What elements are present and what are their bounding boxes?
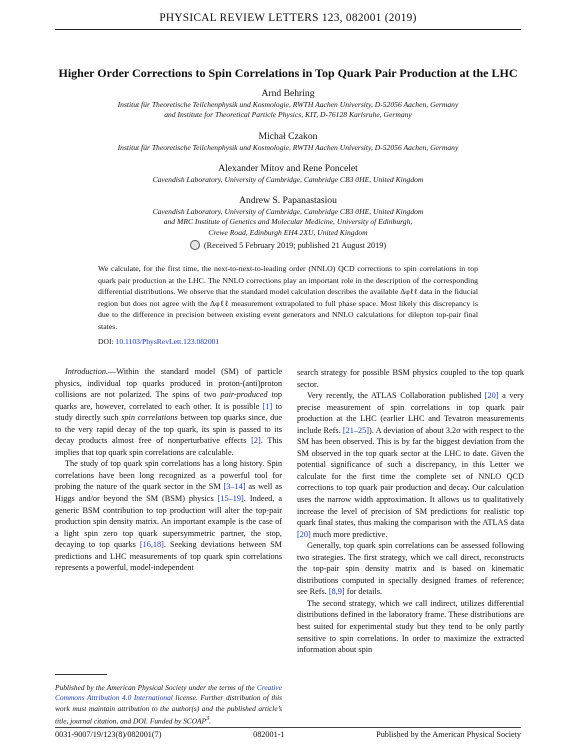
footnote-divider [55,674,107,675]
paper-title: Higher Order Corrections to Spin Correlations in Top Quark Pair Production at the LHC [58,66,518,80]
abstract: We calculate, for the first time, the next-to-next-to-leading order (NNLO) QCD corrections to spin correlations in top quark pair production at the LHC. The NNLO corrections play an important role in the description of the corresponding differential distributions. We observe that the standard model calculation describes the available Δφℓℓ data in the fiducial region but does not agree with the Δφℓℓ measurement extrapolated to full phase space. Most likely this discrepancy is due to the difference in precision between existing event generators and NNLO calculations for dilepton top-pair final states. [98,264,478,331]
doi-link[interactable]: 10.1103/PhysRevLett.123.082001 [115,337,220,346]
text-run: to study directly such [55,401,282,423]
text-run: . [209,716,212,726]
citation-link[interactable]: [8,9] [328,587,345,597]
text-run: —Within the standard model (SM) of particle physics, individual top quarks produced in proton-(anti)proton collisions are not polarized. The spins of two [55,367,282,400]
citation-link[interactable]: [16,18] [139,540,164,550]
text-run: The study of top quark spin correlations has a long history. Spin correlations have been long recognized as a powerful tool for probing the nature of the quark sector in the SM [55,459,282,492]
emphasis: spin correlations [121,413,178,423]
doi-line [98,337,478,346]
author-name: Arnd Behring [261,88,315,99]
affiliation: and Institute for Theoretical Particle Physics, KIT, D-76128 Karlsruhe, Germany [164,110,412,120]
text-run: top quarks are, however, correlated to each other. It is possible [55,390,282,411]
author-name: Andrew S. Papanastasiou [239,195,337,206]
affiliation: Crewe Road, Edinburgh EH4 2XU, United Kingdom [208,227,368,237]
received-dates: (Received 5 February 2019; published 21 August 2019) [203,241,387,250]
text-run: Very recently, the ATLAS Collaboration published [307,391,485,401]
text-run: much more predictive. [310,529,388,539]
received-line [60,240,516,251]
affiliation: Institut für Theoretische Teilchenphysik und Kosmologie, RWTH Aachen University, D-52056 Aachen, Germany [117,143,459,152]
author-name: Alexander Mitov and Rene Poncelet [218,163,358,174]
right-column [297,367,524,656]
affiliation: Cavendish Laboratory, University of Cambridge, Cambridge CB3 0HE, United Kingdom [152,207,424,216]
author-name: Michał Czakon [258,131,318,142]
author-block-3 [60,163,516,185]
license-link[interactable]: Creative Commons Attribution 4.0 International [55,683,282,703]
citation-link[interactable]: [20] [297,529,311,539]
footer-divider [55,727,521,728]
text-run: Generally, top quark spin correlations can be assessed following two strategies. The first strategy, which we call direct, reconstructs the top-pair spin density matrix and is based on kinematic distributions computed in specially designed frames of reference; see Refs. [297,541,524,597]
text-run: . Indeed, a generic BSM contribution to top production will alter the top-pair production spin density matrix. An important example is the case of a light spin zero top quark supersymmetric partner, the stop, decaying to top quarks [55,494,283,550]
header-divider [55,29,521,30]
text-run: license. Further distribution of this work must maintain attribution to the author(s) and the published article’s title, journal citation, and DOI. Funded by SCOAP [55,693,282,726]
paragraph-atlas [297,390,524,540]
paragraph-strategies [297,540,524,598]
check-for-updates-icon[interactable] [190,240,200,250]
doi-label: DOI: [98,337,114,346]
paragraph-continued: search strategy for possible BSM physics coupled to the top quark sector. [297,368,524,389]
emphasis: pair-produced [220,390,268,400]
text-run: . This implies that top quark spin correlations are calculable. [55,436,282,457]
publisher: Published by the American Physical Society [376,730,521,739]
left-column [55,366,282,574]
text-run: as well as Higgs and/or beyond the SM (BSM) physics [55,482,282,504]
text-run: a very precise measurement of spin correlations in top quark pair production at the LHC (earlier LHC and Tevatron measurements include Refs. [297,391,524,435]
citation-link[interactable]: [21–25] [342,425,370,435]
affiliation: Institut für Theoretische Teilchenphysik und Kosmologie, RWTH Aachen University, D-52056 Aachen, Germany [117,100,459,109]
citation-link[interactable]: [15–19] [217,494,244,504]
citation-link[interactable]: [1] [262,401,273,411]
author-block-1 [60,88,516,121]
citation-link[interactable]: [20] [484,391,499,401]
paragraph-history [55,458,282,573]
license-footnote [55,683,282,727]
paragraph-indirect: The second strategy, which we call indirect, utilizes differential distributions defined in the laboratory frame. These distributions are best suited for experimental study but they tend to be only partly sensitive to spin correlations. In order to maximize the extracted information about spin [297,598,524,655]
affiliation: and MRC Institute of Genetics and Molecular Medicine, University of Edinburgh, [163,217,413,227]
author-block-2 [60,131,516,153]
page-number: 082001-1 [253,730,285,739]
text-run: . Seeking deviations between SM predictions and LHC measurements of top quark spin correlations represents a powerful, model-independent [55,540,282,573]
paragraph-introduction [55,366,282,458]
superscript: 3 [206,716,210,723]
affiliation: Cavendish Laboratory, University of Cambridge, Cambridge CB3 0HE, United Kingdom [152,175,424,184]
citation-link[interactable]: [3–14] [223,482,246,492]
section-lead: Introduction. [65,367,109,376]
journal-header: PHYSICAL REVIEW LETTERS 123, 082001 (2019) [159,12,417,24]
text-run: for details. [344,587,383,597]
footer-code: 0031-9007/19/123(8)/082001(7) [55,730,162,739]
author-block-4 [60,195,516,238]
text-run: Published by the American Physical Society under the terms of the [55,683,257,692]
citation-link[interactable]: [2] [251,436,261,446]
text-run: ). A deviation of about 3.2σ with respect to the SM has been observed. This is by far the biggest deviation from the SM observed in the top quark sector at the LHC to date. Given the potential significance of such a discrepancy, in this Letter we calculate for the first time the complete set of NNLO QCD corrections to top quark pair production and decay. Our calculation uses the narrow width approximation. It allows us to qualitatively increase the level of precision of SM predictions for realistic top quark final states, thus making the comparison with the ATLAS data [297,425,525,528]
page-footer [55,730,521,739]
text-run: between top quarks since, due to the very rapid decay of the top quark, its spin is passed to its decay products almost free of nonperturbative effects [55,413,282,446]
